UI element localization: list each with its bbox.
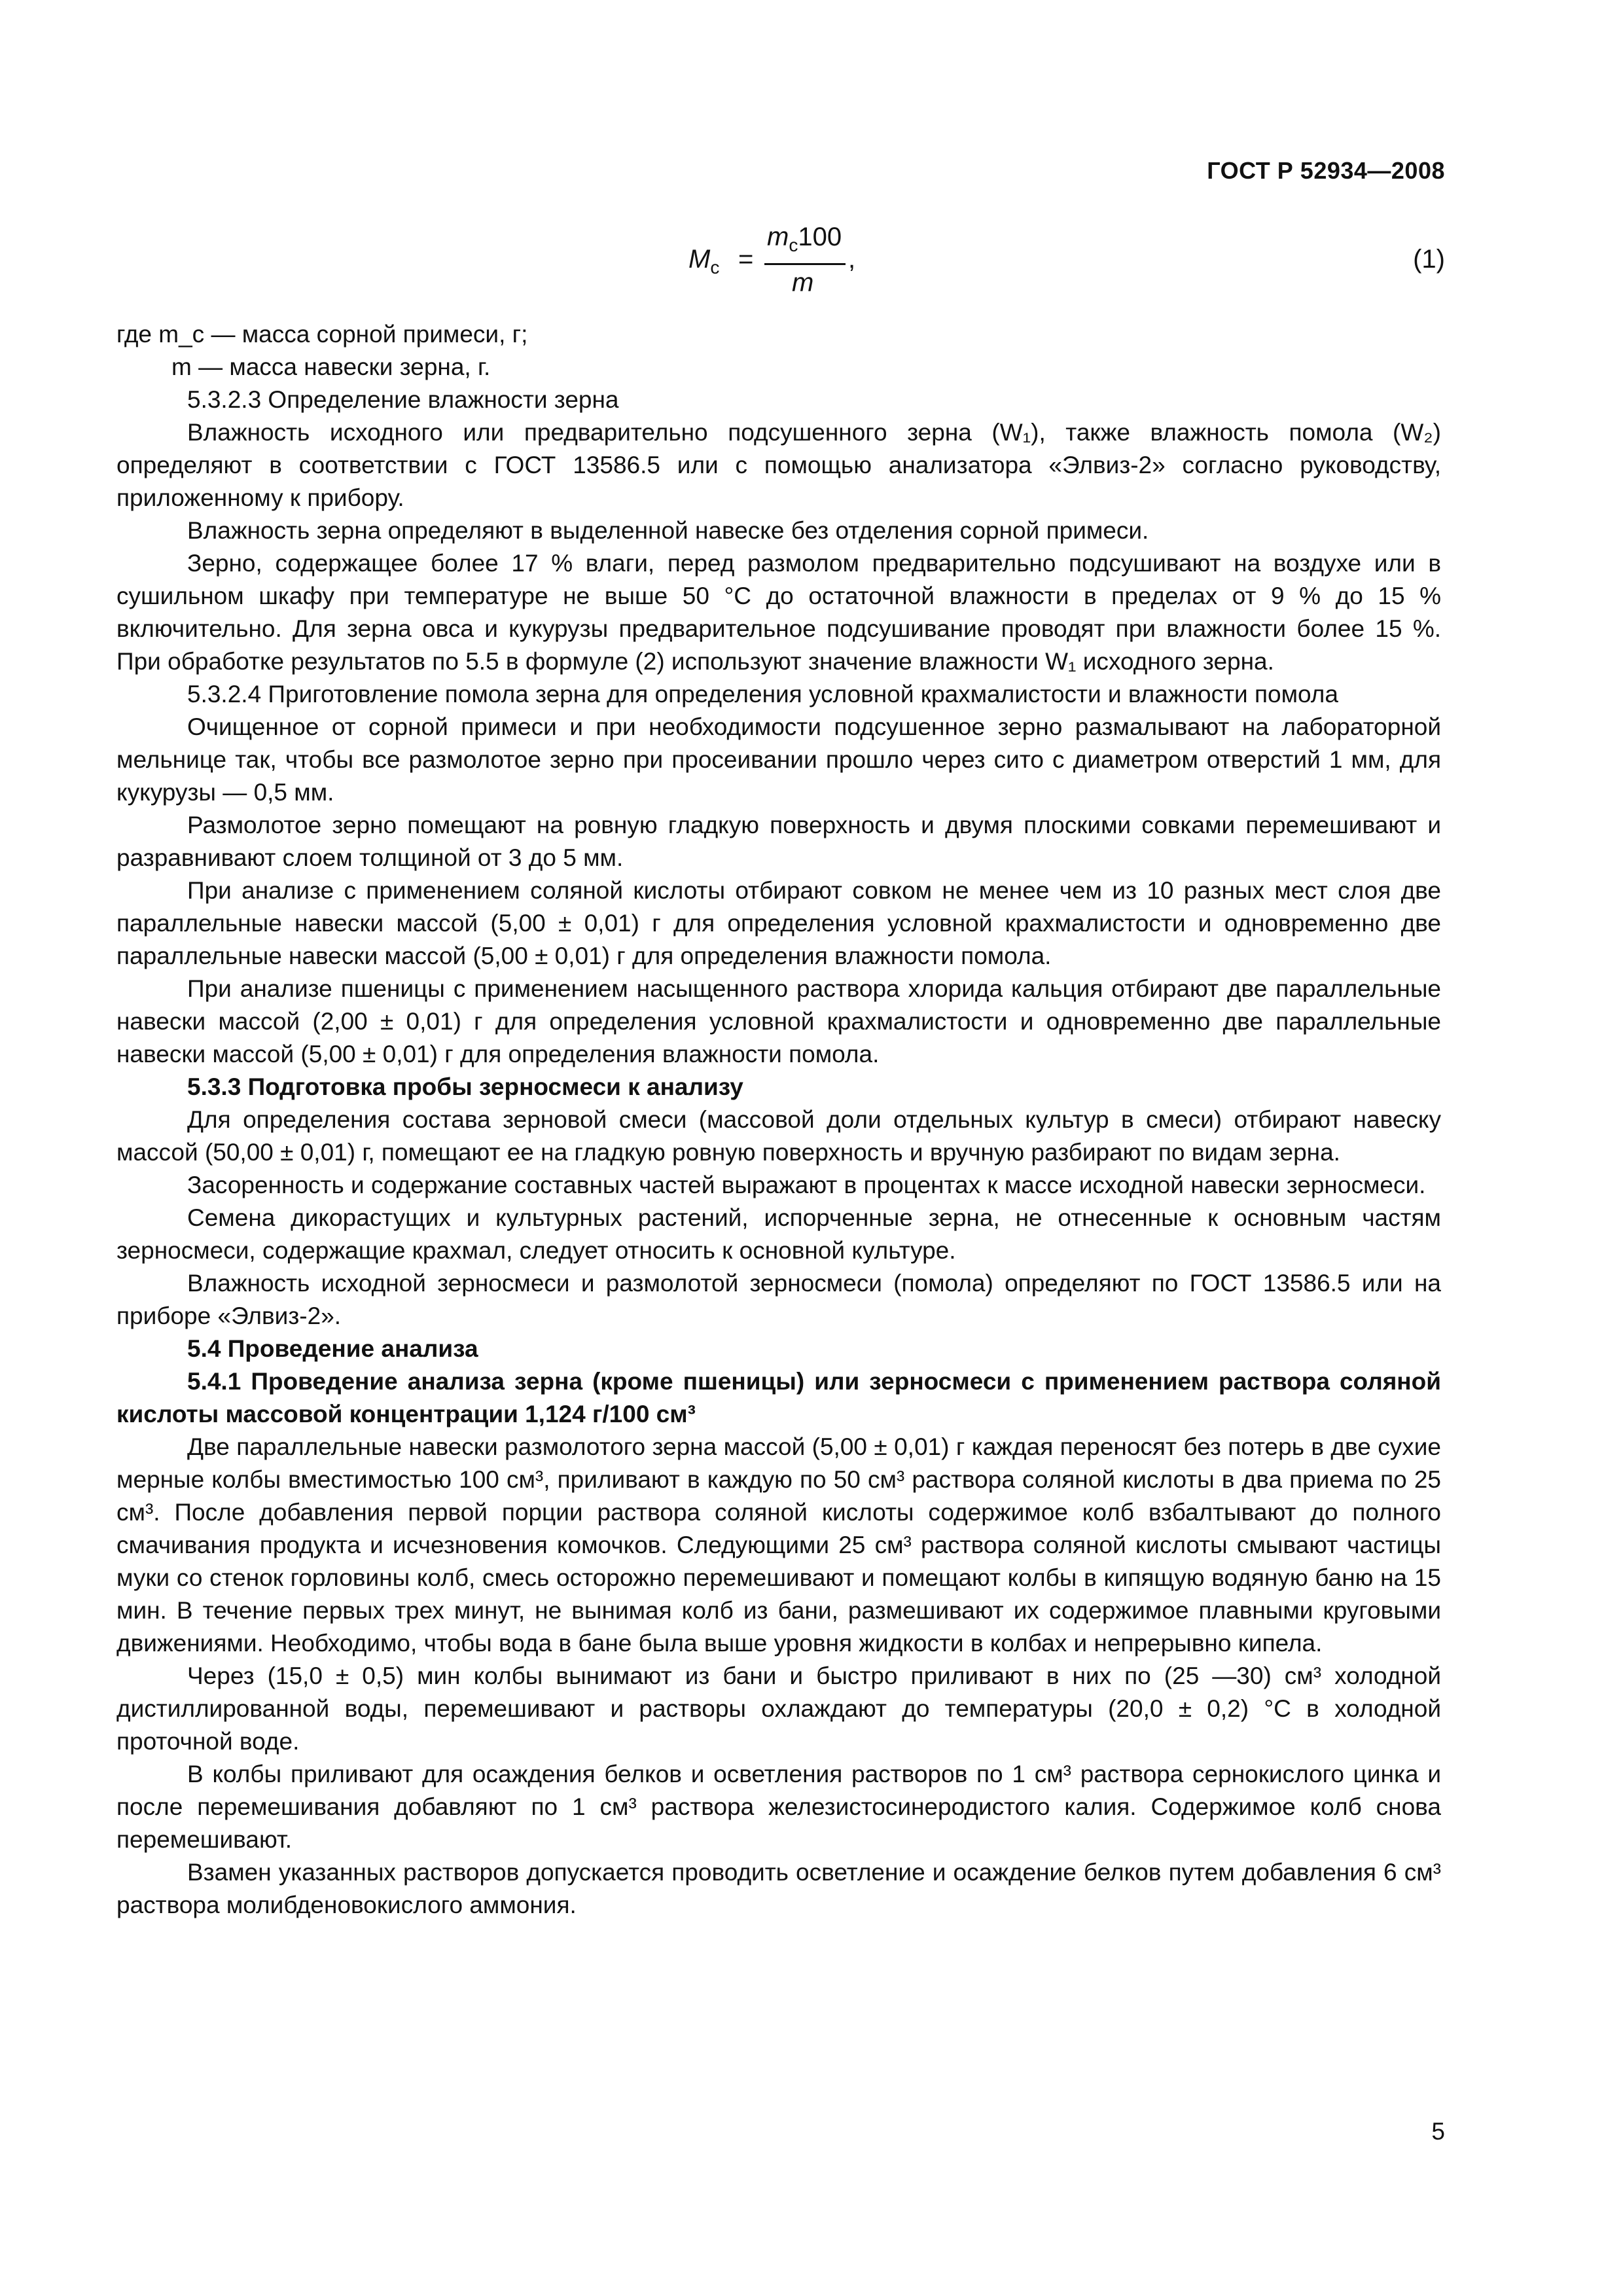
section-heading: 5.4 Проведение анализа [187,1335,478,1362]
paragraph: Семена дикорастущих и культурных растений, испорченные зерна, не отнесенные к основным частям зерносмеси, содержащие крахмал, следует относить к основной культуре. [116,1204,1441,1264]
paragraph: При анализе с применением соляной кислоты отбирают совком не менее чем из 10 разных мест слоя две параллельные навески массой (5,00 ± 0,01) г для определения условной крахмалистости и одновременно две параллельные навески массой (5,00 ± 0,01) г для определения влажности помола. [116,877,1441,969]
paragraph: Для определения состава зерновой смеси (массовой доли отдельных культур в смеси) отбирают навеску массой (50,00 ± 0,01) г, помещают ее на гладкую ровную поверхность и вручную разбирают по видам зерна. [116,1106,1441,1166]
formula-1 [0,223,1623,308]
formula-fraction-bar [764,263,846,265]
paragraph: m — масса навески зерна, г. [171,353,491,380]
paragraph: Влажность зерна определяют в выделенной навеске без отделения сорной примеси. [187,517,1149,544]
formula-number: (1) [1413,245,1445,274]
formula-lhs: $M_c$ [688,245,720,278]
paragraph: В колбы приливают для осаждения белков и осветления растворов по 1 см³ раствора сернокислого цинка и после перемешивания добавляют по 1 см³ раствора железистосинеродистого калия. Содержимое колб снова перемешивают. [116,1761,1441,1853]
paragraph: Размолотое зерно помещают на ровную гладкую поверхность и двумя плоскими совками перемешивают и разравнивают слоем толщиной от 3 до 5 мм. [116,812,1441,871]
paragraph: При анализе пшеницы с применением насыщенного раствора хлорида кальция отбирают две параллельные навески массой (2,00 ± 0,01) г для определения условной крахмалистости и одновременно две параллельные навески массой (5,00 ± 0,01) г для определения влажности помола. [116,975,1441,1067]
paragraph: Через (15,0 ± 0,5) мин колбы вынимают из бани и быстро приливают в них по (25 —30) см³ холодной дистиллированной воды, перемешивают и растворы охлаждают до температуры (20,0 ± 0,2) °С в холодной проточной воде. [116,1662,1441,1755]
section-heading: 5.4.1 Проведение анализа зерна (кроме пшеницы) или зерносмеси с применением раствора соляной кислоты массовой концентрации 1,124 г/100 см³ [116,1368,1441,1427]
paragraph: Влажность исходного или предварительно подсушенного зерна (W₁), также влажность помола (W₂) определяют в соответствии с ГОСТ 13586.5 или с помощью анализатора «Элвиз-2» согласно руководству, приложенному к прибору. [116,419,1441,511]
section-heading: 5.3.3 Подготовка пробы зерносмеси к анализу [187,1073,743,1100]
paragraph: Две параллельные навески размолотого зерна массой (5,00 ± 0,01) г каждая переносят без потерь в две сухие мерные колбы вместимостью 100 см³, приливают в каждую по 50 см³ раствора соляной кислоты в два приема по 25 см³. После добавления первой порции раствора соляной кислоты содержимое колб взбалтывают до полного смачивания продукта и исчезновения комочков. Следующими 25 см³ раствора соляной кислоты смывают частицы муки со стенок горловины колб, смесь осторожно перемешивают и помещают колбы в кипящую водяную баню на 15 мин. В течение первых трех минут, не вынимая колб из бани, размешивают их содержимое плавными круговыми движениями. Необходимо, чтобы вода в бане была выше уровня жидкости в колбах и непрерывно кипела. [116,1433,1441,1657]
formula-numerator: $m_c100$ [767,223,842,255]
page-number: 5 [1431,2118,1445,2145]
body-text [116,318,1441,1922]
formula-equals: = [738,245,754,274]
paragraph: Очищенное от сорной примеси и при необходимости подсушенное зерно размалывают на лабораторной мельнице так, чтобы все размолотое зерно при просеивании прошло через сито с диаметром отверстий 1 мм, для кукурузы — 0,5 мм. [116,713,1441,806]
paragraph: Засоренность и содержание составных частей выражают в процентах к массе исходной навески зерносмеси. [187,1172,1426,1198]
paragraph: Взамен указанных растворов допускается проводить осветление и осаждение белков путем добавления 6 см³ раствора молибденовокислого аммония. [116,1859,1441,1918]
formula-denominator: m [792,268,814,297]
standard-header: ГОСТ Р 52934—2008 [1207,157,1445,184]
paragraph: Влажность исходной зерносмеси и размолотой зерносмеси (помола) определяют по ГОСТ 13586.5 или на приборе «Элвиз-2». [116,1270,1441,1329]
section-heading: 5.3.2.3 Определение влажности зерна [187,386,619,413]
paragraph: Зерно, содержащее более 17 % влаги, перед размолом предварительно подсушивают на воздухе или в сушильном шкафу при температуре не выше 50 °С до остаточной влажности в пределах от 9 % до 15 % включительно. Для зерна овса и кукурузы предварительное подсушивание проводят при влажности более 15 %. При обработке результатов по 5.5 в формуле (2) используют значение влажности W₁ исходного зерна. [116,550,1441,675]
paragraph: где m_c — масса сорной примеси, г; [116,321,528,348]
section-heading: 5.3.2.4 Приготовление помола зерна для определения условной крахмалистости и влажности помола [187,681,1338,708]
formula-comma: , [848,245,856,274]
